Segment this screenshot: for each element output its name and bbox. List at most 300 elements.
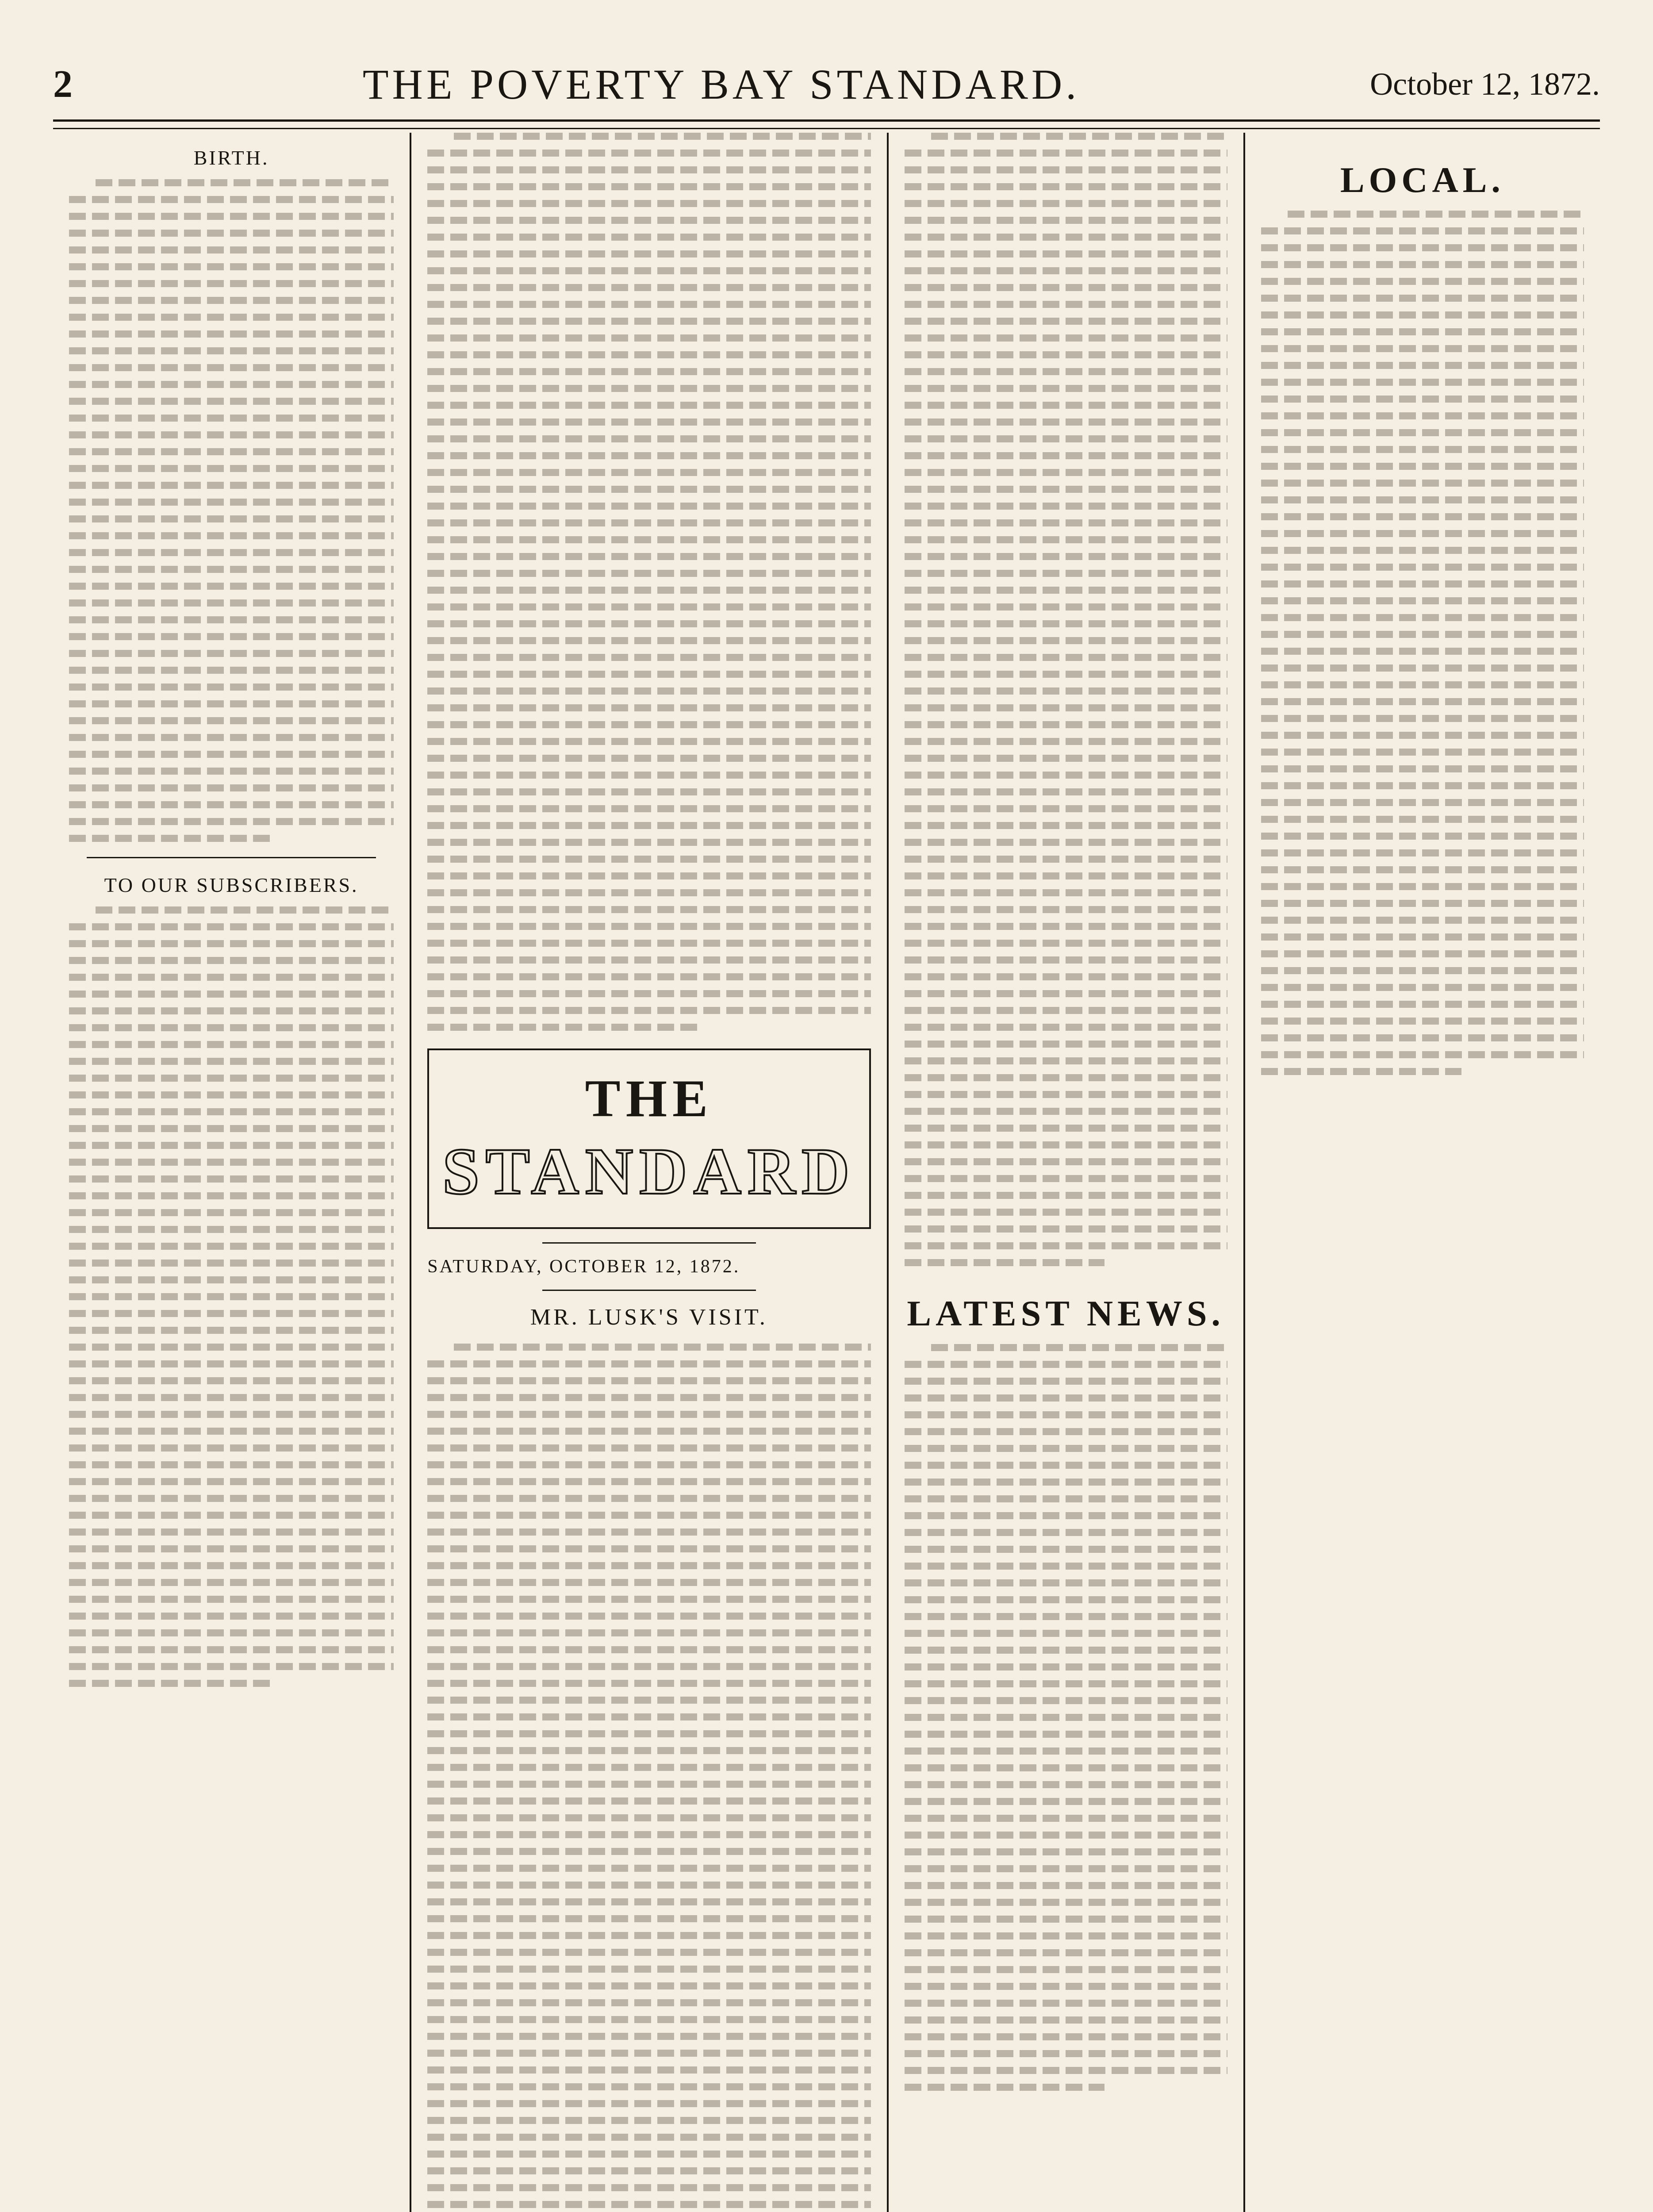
text-line-placeholder xyxy=(69,1394,394,1401)
text-line-placeholder xyxy=(905,603,1227,611)
text-line-placeholder xyxy=(905,940,1227,947)
text-line-placeholder xyxy=(905,1007,1227,1014)
text-line-placeholder xyxy=(427,368,871,375)
text-line-placeholder xyxy=(905,788,1227,795)
text-line-placeholder xyxy=(427,1898,871,1905)
text-line-placeholder xyxy=(427,435,871,442)
text-line-placeholder xyxy=(427,839,871,846)
text-line-placeholder xyxy=(69,957,394,964)
divider xyxy=(87,857,376,858)
text-line-placeholder xyxy=(69,734,394,741)
text-line-placeholder xyxy=(905,1175,1227,1182)
text-line-placeholder xyxy=(427,1444,871,1452)
text-line-placeholder xyxy=(427,1360,871,1367)
text-line-placeholder xyxy=(427,940,871,947)
text-line-placeholder xyxy=(427,2050,871,2057)
text-line-placeholder xyxy=(427,1579,871,1586)
text-line-placeholder xyxy=(427,805,871,812)
text-line-placeholder xyxy=(905,1832,1227,1839)
text-line-placeholder xyxy=(905,351,1227,358)
text-line-placeholder xyxy=(427,2083,871,2090)
running-head xyxy=(53,58,1600,111)
text-line-placeholder xyxy=(1261,564,1584,571)
text-line-placeholder xyxy=(905,503,1227,510)
text-line-placeholder xyxy=(905,755,1227,762)
text-line-placeholder xyxy=(905,1428,1227,1435)
text-line-placeholder xyxy=(69,1007,394,1014)
text-line-placeholder xyxy=(454,1344,871,1351)
text-line-placeholder xyxy=(69,1562,394,1569)
text-line-placeholder xyxy=(69,1411,394,1418)
text-line-placeholder xyxy=(427,856,871,863)
text-line-placeholder xyxy=(69,1646,394,1653)
article-body xyxy=(1261,211,1584,1075)
text-line-placeholder xyxy=(69,213,394,220)
text-line-placeholder xyxy=(1261,849,1584,856)
text-line-placeholder xyxy=(69,1512,394,1519)
text-line-placeholder xyxy=(1261,1051,1584,1058)
text-line-placeholder xyxy=(905,1242,1227,1249)
column-2 xyxy=(410,133,886,2212)
text-line-placeholder xyxy=(905,1529,1227,1536)
section-head: LATEST NEWS. xyxy=(907,1293,1225,1333)
text-line-placeholder xyxy=(427,419,871,426)
text-line-placeholder xyxy=(1261,749,1584,756)
text-line-placeholder xyxy=(69,246,394,253)
text-line-placeholder xyxy=(427,1663,871,1670)
text-line-placeholder xyxy=(905,1512,1227,1519)
text-line-placeholder xyxy=(905,1108,1227,1115)
text-line-placeholder xyxy=(69,633,394,640)
text-line-placeholder xyxy=(905,234,1227,241)
text-line-placeholder xyxy=(905,1916,1227,1923)
text-line-placeholder xyxy=(905,536,1227,543)
text-line-placeholder xyxy=(427,1764,871,1771)
text-line-placeholder xyxy=(69,1125,394,1132)
text-line-placeholder xyxy=(905,1680,1227,1687)
text-line-placeholder xyxy=(1261,614,1584,621)
text-line-placeholder xyxy=(1261,446,1584,453)
text-line-placeholder xyxy=(427,1915,871,1922)
text-line-placeholder xyxy=(69,1310,394,1317)
text-line-placeholder xyxy=(69,599,394,607)
page-number: 2 xyxy=(53,62,73,106)
text-line-placeholder xyxy=(69,1175,394,1183)
text-line-placeholder xyxy=(905,368,1227,375)
text-line-placeholder xyxy=(427,469,871,476)
text-line-placeholder xyxy=(427,990,871,997)
text-line-placeholder xyxy=(905,1158,1227,1165)
text-line-placeholder xyxy=(905,1378,1227,1385)
text-line-placeholder xyxy=(905,872,1227,879)
text-line-placeholder xyxy=(1261,1018,1584,1025)
text-line-placeholder xyxy=(905,385,1227,392)
text-line-placeholder xyxy=(427,1629,871,1636)
text-line-placeholder xyxy=(69,583,394,590)
text-line-placeholder xyxy=(905,1647,1227,1654)
text-line-placeholder xyxy=(1261,732,1584,739)
text-line-placeholder xyxy=(905,318,1227,325)
text-line-placeholder xyxy=(427,1562,871,1569)
text-line-placeholder xyxy=(69,532,394,539)
text-line-placeholder xyxy=(69,230,394,237)
text-line-placeholder xyxy=(905,402,1227,409)
text-line-placeholder xyxy=(905,2000,1227,2007)
text-line-placeholder xyxy=(427,1713,871,1720)
text-line-placeholder xyxy=(427,570,871,577)
text-line-placeholder xyxy=(69,684,394,691)
text-line-placeholder xyxy=(1261,664,1584,672)
text-line-placeholder xyxy=(427,1428,871,1435)
text-line-placeholder xyxy=(905,1714,1227,1721)
text-line-placeholder xyxy=(427,267,871,274)
text-line-placeholder xyxy=(69,515,394,522)
text-line-placeholder xyxy=(427,788,871,795)
text-line-placeholder xyxy=(905,1596,1227,1603)
text-line-placeholder xyxy=(69,940,394,947)
text-line-placeholder xyxy=(905,671,1227,678)
text-line-placeholder xyxy=(427,1024,702,1031)
text-line-placeholder xyxy=(427,704,871,711)
text-line-placeholder xyxy=(427,2100,871,2107)
text-line-placeholder xyxy=(905,1865,1227,1872)
text-line-placeholder xyxy=(905,267,1227,274)
text-line-placeholder xyxy=(427,519,871,526)
head-rule xyxy=(53,119,1600,129)
section-head: LOCAL. xyxy=(1340,160,1505,200)
text-line-placeholder xyxy=(427,772,871,779)
text-line-placeholder xyxy=(905,1259,1105,1266)
text-line-placeholder xyxy=(69,818,394,825)
text-line-placeholder xyxy=(69,415,394,422)
text-line-placeholder xyxy=(1261,328,1584,335)
text-line-placeholder xyxy=(905,1932,1227,1939)
text-line-placeholder xyxy=(69,448,394,455)
column-4 xyxy=(1243,133,1600,2212)
text-line-placeholder xyxy=(1261,967,1584,974)
text-line-placeholder xyxy=(1261,295,1584,302)
text-line-placeholder xyxy=(427,1394,871,1401)
text-line-placeholder xyxy=(905,1781,1227,1788)
text-line-placeholder xyxy=(905,301,1227,308)
text-line-placeholder xyxy=(905,1630,1227,1637)
article-body xyxy=(427,1344,871,2212)
text-line-placeholder xyxy=(905,637,1227,644)
text-line-placeholder xyxy=(69,1260,394,1267)
text-line-placeholder xyxy=(905,654,1227,661)
text-line-placeholder xyxy=(905,1225,1227,1233)
text-line-placeholder xyxy=(69,1159,394,1166)
text-line-placeholder xyxy=(427,1646,871,1653)
text-line-placeholder xyxy=(905,1613,1227,1620)
text-line-placeholder xyxy=(427,536,871,543)
text-line-placeholder xyxy=(427,1730,871,1737)
text-line-placeholder xyxy=(1261,799,1584,806)
text-line-placeholder xyxy=(905,856,1227,863)
article-title: MR. LUSK'S VISIT. xyxy=(530,1305,768,1330)
text-line-placeholder xyxy=(1261,984,1584,991)
text-line-placeholder xyxy=(905,150,1227,157)
text-line-placeholder xyxy=(69,1344,394,1351)
paper-title: THE POVERTY BAY STANDARD. xyxy=(362,60,1080,108)
text-line-placeholder xyxy=(427,2117,871,2124)
text-line-placeholder xyxy=(454,133,871,140)
text-line-placeholder xyxy=(1261,412,1584,419)
text-line-placeholder xyxy=(1261,244,1584,251)
text-line-placeholder xyxy=(905,166,1227,173)
text-line-placeholder xyxy=(427,889,871,896)
text-line-placeholder xyxy=(427,2167,871,2174)
section-head: TO OUR SUBSCRIBERS. xyxy=(104,874,359,896)
text-line-placeholder xyxy=(1261,227,1584,234)
text-line-placeholder xyxy=(427,2201,871,2208)
text-line-placeholder xyxy=(427,738,871,745)
text-line-placeholder xyxy=(427,687,871,695)
text-line-placeholder xyxy=(905,923,1227,930)
text-line-placeholder xyxy=(427,234,871,241)
text-line-placeholder xyxy=(69,1058,394,1065)
text-line-placeholder xyxy=(427,1831,871,1838)
text-line-placeholder xyxy=(427,385,871,392)
text-line-placeholder xyxy=(69,1680,270,1687)
text-line-placeholder xyxy=(905,1462,1227,1469)
divider xyxy=(542,1242,756,1244)
text-line-placeholder xyxy=(69,667,394,674)
text-line-placeholder xyxy=(69,1545,394,1552)
text-line-placeholder xyxy=(427,1747,871,1754)
text-line-placeholder xyxy=(905,1697,1227,1704)
text-line-placeholder xyxy=(905,334,1227,342)
text-line-placeholder xyxy=(905,1091,1227,1098)
text-line-placeholder xyxy=(905,1983,1227,1990)
text-line-placeholder xyxy=(905,1141,1227,1148)
text-line-placeholder xyxy=(69,280,394,287)
text-line-placeholder xyxy=(427,1478,871,1485)
text-line-placeholder xyxy=(905,553,1227,560)
text-line-placeholder xyxy=(69,1192,394,1199)
text-line-placeholder xyxy=(69,616,394,623)
text-line-placeholder xyxy=(1261,917,1584,924)
masthead-name: STANDARD xyxy=(442,1135,856,1208)
text-line-placeholder xyxy=(1261,463,1584,470)
text-line-placeholder xyxy=(69,465,394,472)
text-line-placeholder xyxy=(1261,429,1584,436)
text-line-placeholder xyxy=(427,1411,871,1418)
text-line-placeholder xyxy=(905,469,1227,476)
text-line-placeholder xyxy=(427,402,871,409)
text-line-placeholder xyxy=(427,1613,871,1620)
text-line-placeholder xyxy=(69,347,394,354)
text-line-placeholder xyxy=(905,1394,1227,1402)
text-line-placeholder xyxy=(1261,866,1584,873)
text-line-placeholder xyxy=(427,1007,871,1014)
text-line-placeholder xyxy=(905,1495,1227,1502)
text-line-placeholder xyxy=(905,738,1227,745)
text-line-placeholder xyxy=(427,166,871,173)
text-line-placeholder xyxy=(905,889,1227,896)
text-line-placeholder xyxy=(905,822,1227,829)
text-line-placeholder xyxy=(69,263,394,270)
masthead xyxy=(427,1048,871,1229)
text-line-placeholder xyxy=(427,486,871,493)
article-body xyxy=(905,133,1227,1266)
text-line-placeholder xyxy=(427,150,871,157)
text-line-placeholder xyxy=(1261,597,1584,604)
text-line-placeholder xyxy=(905,1966,1227,1973)
column-3 xyxy=(887,133,1243,2212)
text-line-placeholder xyxy=(69,314,394,321)
text-line-placeholder xyxy=(69,1613,394,1620)
text-line-placeholder xyxy=(905,183,1227,190)
text-line-placeholder xyxy=(905,1445,1227,1452)
text-line-placeholder xyxy=(1261,1001,1584,1008)
text-line-placeholder xyxy=(931,133,1227,140)
text-line-placeholder xyxy=(69,1528,394,1536)
text-line-placeholder xyxy=(905,1882,1227,1889)
columns xyxy=(53,133,1600,2212)
text-line-placeholder xyxy=(1261,496,1584,503)
text-line-placeholder xyxy=(69,1596,394,1603)
text-line-placeholder xyxy=(1261,345,1584,352)
text-line-placeholder xyxy=(905,1074,1227,1081)
text-line-placeholder xyxy=(1261,883,1584,890)
text-line-placeholder xyxy=(427,1966,871,1973)
text-line-placeholder xyxy=(69,398,394,405)
text-line-placeholder xyxy=(69,801,394,808)
text-line-placeholder xyxy=(427,637,871,644)
text-line-placeholder xyxy=(1261,933,1584,941)
text-line-placeholder xyxy=(905,435,1227,442)
text-line-placeholder xyxy=(905,1024,1227,1031)
text-line-placeholder xyxy=(96,906,394,914)
text-line-placeholder xyxy=(427,2134,871,2141)
text-line-placeholder xyxy=(69,650,394,657)
text-line-placeholder xyxy=(1261,580,1584,588)
text-line-placeholder xyxy=(69,835,270,842)
text-line-placeholder xyxy=(69,549,394,556)
text-line-placeholder xyxy=(427,2151,871,2158)
text-line-placeholder xyxy=(69,1428,394,1435)
text-line-placeholder xyxy=(427,755,871,762)
text-line-placeholder xyxy=(905,1479,1227,1486)
text-line-placeholder xyxy=(427,956,871,964)
text-line-placeholder xyxy=(69,431,394,438)
text-line-placeholder xyxy=(69,1327,394,1334)
text-line-placeholder xyxy=(69,1226,394,1233)
text-line-placeholder xyxy=(69,1579,394,1586)
text-line-placeholder xyxy=(69,1276,394,1283)
text-line-placeholder xyxy=(905,2050,1227,2057)
text-line-placeholder xyxy=(427,2016,871,2023)
text-line-placeholder xyxy=(905,1579,1227,1586)
text-line-placeholder xyxy=(905,839,1227,846)
text-line-placeholder xyxy=(905,587,1227,594)
text-line-placeholder xyxy=(69,1024,394,1031)
text-line-placeholder xyxy=(905,1747,1227,1755)
text-line-placeholder xyxy=(427,1697,871,1704)
text-line-placeholder xyxy=(427,250,871,257)
text-line-placeholder xyxy=(69,751,394,758)
text-line-placeholder xyxy=(905,772,1227,779)
text-line-placeholder xyxy=(1288,211,1584,218)
text-line-placeholder xyxy=(427,906,871,913)
text-line-placeholder xyxy=(427,1377,871,1384)
text-line-placeholder xyxy=(427,822,871,829)
text-line-placeholder xyxy=(905,1057,1227,1064)
text-line-placeholder xyxy=(427,1949,871,1956)
text-line-placeholder xyxy=(905,284,1227,291)
text-line-placeholder xyxy=(69,1041,394,1048)
text-line-placeholder xyxy=(427,284,871,291)
masthead-the: THE xyxy=(585,1069,713,1128)
text-line-placeholder xyxy=(69,1142,394,1149)
text-line-placeholder xyxy=(96,179,394,186)
article-body xyxy=(69,179,394,842)
text-line-placeholder xyxy=(905,687,1227,695)
text-line-placeholder xyxy=(69,1360,394,1367)
text-line-placeholder xyxy=(69,381,394,388)
text-line-placeholder xyxy=(427,1999,871,2006)
text-line-placeholder xyxy=(427,217,871,224)
article-body xyxy=(427,133,871,1031)
text-line-placeholder xyxy=(427,2066,871,2074)
text-line-placeholder xyxy=(427,671,871,678)
text-line-placeholder xyxy=(427,1814,871,1821)
text-line-placeholder xyxy=(427,872,871,879)
text-line-placeholder xyxy=(69,1293,394,1300)
text-line-placeholder xyxy=(905,956,1227,964)
text-line-placeholder xyxy=(427,620,871,627)
text-line-placeholder xyxy=(905,1815,1227,1822)
text-line-placeholder xyxy=(905,1192,1227,1199)
text-line-placeholder xyxy=(427,1512,871,1519)
text-line-placeholder xyxy=(905,200,1227,207)
text-line-placeholder xyxy=(69,974,394,981)
text-line-placeholder xyxy=(69,1444,394,1452)
text-line-placeholder xyxy=(1261,715,1584,722)
text-line-placeholder xyxy=(905,419,1227,426)
text-line-placeholder xyxy=(427,1932,871,1939)
text-line-placeholder xyxy=(1261,547,1584,554)
article-body xyxy=(69,906,394,1687)
text-line-placeholder xyxy=(69,196,394,203)
text-line-placeholder xyxy=(905,486,1227,493)
text-line-placeholder xyxy=(905,1663,1227,1671)
text-line-placeholder xyxy=(905,1764,1227,1771)
text-line-placeholder xyxy=(905,2016,1227,2024)
text-line-placeholder xyxy=(427,721,871,728)
text-line-placeholder xyxy=(69,1495,394,1502)
text-line-placeholder xyxy=(427,1882,871,1889)
text-line-placeholder xyxy=(69,1629,394,1636)
text-line-placeholder xyxy=(905,217,1227,224)
text-line-placeholder xyxy=(905,620,1227,627)
text-line-placeholder xyxy=(1261,782,1584,789)
text-line-placeholder xyxy=(1261,1034,1584,1041)
text-line-placeholder xyxy=(1261,396,1584,403)
text-line-placeholder xyxy=(427,587,871,594)
text-line-placeholder xyxy=(69,768,394,775)
text-line-placeholder xyxy=(1261,311,1584,319)
text-line-placeholder xyxy=(1261,900,1584,907)
dateline: SATURDAY, OCTOBER 12, 1872. xyxy=(427,1256,740,1277)
text-line-placeholder xyxy=(1261,681,1584,688)
text-line-placeholder xyxy=(905,1041,1227,1048)
text-line-placeholder xyxy=(1261,513,1584,520)
text-line-placeholder xyxy=(1261,1068,1461,1075)
text-line-placeholder xyxy=(69,297,394,304)
text-line-placeholder xyxy=(905,906,1227,913)
